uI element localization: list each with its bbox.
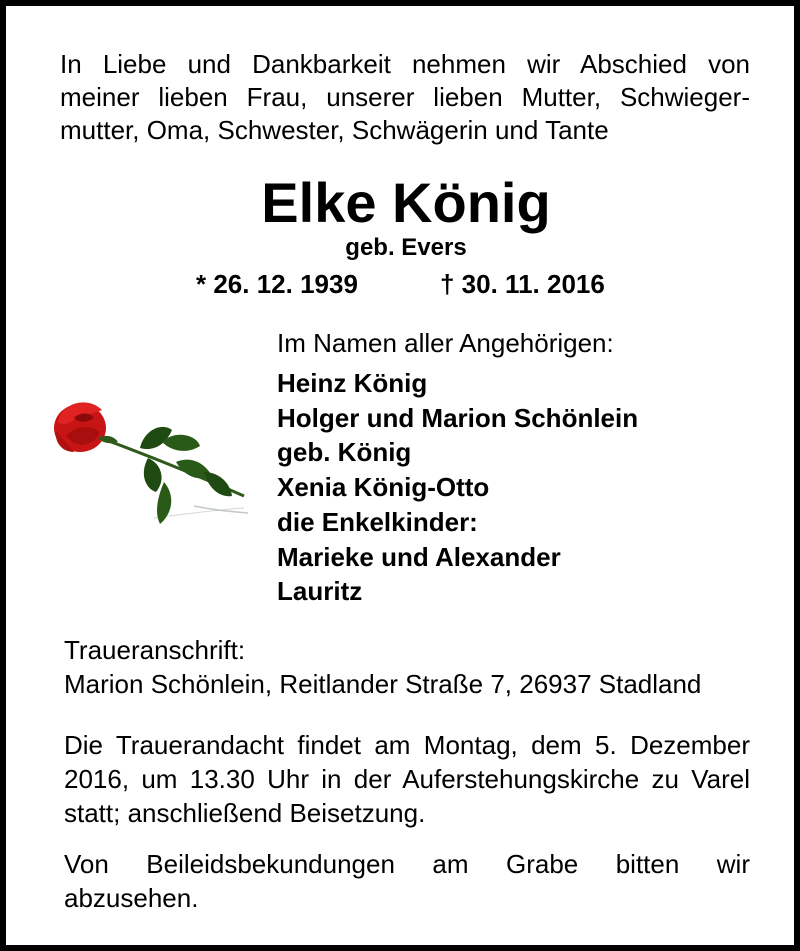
rose-icon bbox=[44, 392, 250, 528]
intro-line-1: In Liebe und Dankbarkeit nehmen wir Abschied von bbox=[60, 49, 750, 79]
mourners-intro: Im Namen aller Angehörigen: bbox=[277, 328, 614, 358]
deceased-name: Elke König bbox=[261, 171, 551, 234]
mourner-line: Lauritz bbox=[277, 576, 363, 607]
service-line-3: statt; anschließend Beisetzung. bbox=[64, 798, 426, 828]
address-value: Marion Schönlein, Reitlander Straße 7, 26937 Stadland bbox=[64, 669, 702, 699]
closing-line-2: abzusehen. bbox=[64, 883, 199, 913]
service-line-1: Die Trauerandacht findet am Montag, dem 5. Dezember bbox=[64, 730, 750, 760]
intro-line-3: mutter, Oma, Schwester, Schwägerin und Tante bbox=[60, 115, 609, 145]
mourner-line: die Enkelkinder: bbox=[277, 506, 478, 537]
mourner-line: geb. König bbox=[277, 437, 412, 468]
address-label: Traueranschrift: bbox=[64, 635, 246, 665]
closing-line-1: Von Beileidsbekundungen am Grabe bitten wir bbox=[64, 849, 750, 879]
intro-text bbox=[60, 48, 750, 147]
service-text bbox=[64, 728, 750, 830]
closing-text bbox=[64, 847, 750, 915]
maiden-name: geb. Evers bbox=[345, 234, 467, 261]
birth-date: * 26. 12. 1939 bbox=[196, 269, 358, 299]
mourners-list bbox=[277, 366, 638, 609]
mourner-line: Holger und Marion Schönlein bbox=[277, 402, 639, 433]
mourner-line: Heinz König bbox=[277, 368, 428, 398]
mourner-line: Marieke und Alexander bbox=[277, 541, 561, 572]
intro-line-2: meiner lieben Frau, unserer lieben Mutter, Schwieger- bbox=[60, 82, 750, 112]
mourner-line: Xenia König-Otto bbox=[277, 472, 490, 503]
death-date: † 30. 11. 2016 bbox=[440, 269, 605, 299]
service-line-2: 2016, um 13.30 Uhr in der Auferstehungskirche zu Varel bbox=[64, 764, 750, 794]
